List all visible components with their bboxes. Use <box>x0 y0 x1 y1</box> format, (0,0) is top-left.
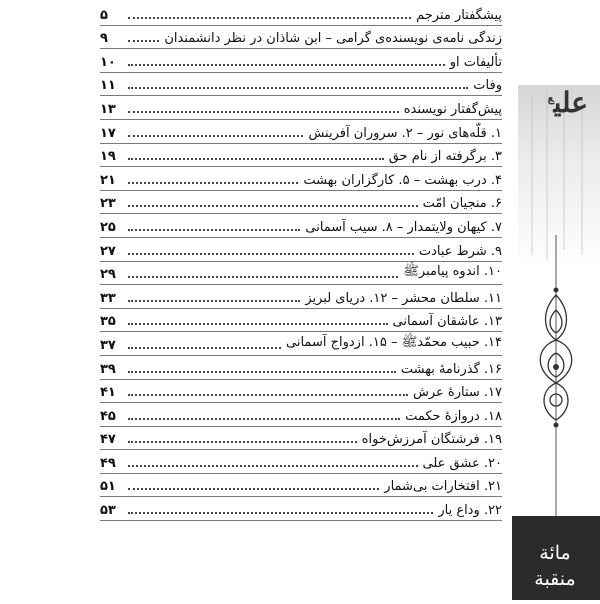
toc-entry-page: ۲۳ <box>100 196 116 212</box>
toc-entry[interactable] <box>100 144 502 168</box>
toc-entry-title: ۱۰. اندوه پیامبرﷺ <box>403 264 502 280</box>
toc-entry-title: ۲۰. عشق علی <box>422 455 502 471</box>
toc-entry[interactable] <box>100 309 502 333</box>
toc-entry-title: ۱۴. حبیب محمّدﷺ – ۱۵. ازدواج آسمانی <box>286 334 502 350</box>
toc-entry-page: ۹ <box>100 31 108 47</box>
toc-leader-dots <box>128 205 418 207</box>
toc-leader-dots <box>128 276 398 278</box>
toc-leader-dots <box>128 40 159 42</box>
toc-entry[interactable] <box>100 214 502 238</box>
toc-entry-page: ۲۷ <box>100 243 116 259</box>
toc-leader-dots <box>128 300 300 302</box>
toc-leader-dots <box>128 253 414 255</box>
toc-leader-dots <box>128 347 281 349</box>
toc-entry-title: ۹. شرط عبادت <box>418 243 502 259</box>
toc-entry-page: ۳۳ <box>100 290 116 306</box>
toc-entry-page: ۳۷ <box>100 337 116 353</box>
book-title-line1: مائة <box>539 542 571 564</box>
toc-leader-dots <box>128 323 388 325</box>
toc-entry-page: ۴۷ <box>100 432 116 448</box>
toc-entry-page: ۳۵ <box>100 314 116 330</box>
toc-entry[interactable] <box>100 450 502 474</box>
toc-entry[interactable] <box>100 73 502 97</box>
book-title-text <box>516 540 594 592</box>
toc-leader-dots <box>128 465 418 467</box>
toc-leader-dots <box>128 158 384 160</box>
toc-entry-page: ۱۱ <box>100 78 116 94</box>
toc-leader-dots <box>128 111 399 113</box>
toc-entry-title: ۴. درب بهشت – ۵. کارگزاران بهشت <box>303 172 502 188</box>
toc-entry-page: ۴۵ <box>100 408 116 424</box>
toc-entry-page: ۵۳ <box>100 503 116 519</box>
toc-entry[interactable] <box>100 356 502 380</box>
toc-entry-title: زندگی نامه‌ی نویسنده‌ی گرامی – ابن شاذان در نظر دانشمندان <box>164 31 502 47</box>
toc-entry[interactable] <box>100 2 502 26</box>
toc-entry[interactable] <box>100 497 502 521</box>
toc-entry[interactable] <box>100 191 502 215</box>
toc-entry-page: ۱۳ <box>100 101 116 117</box>
table-of-contents <box>100 2 502 521</box>
toc-entry-page: ۵ <box>100 7 108 23</box>
toc-entry[interactable] <box>100 49 502 73</box>
toc-leader-dots <box>128 488 379 490</box>
toc-entry-page: ۱۰ <box>100 54 116 70</box>
toc-leader-dots <box>128 394 408 396</box>
toc-entry-title: ۲۲. وداع یار <box>438 503 502 519</box>
toc-entry[interactable] <box>100 262 502 286</box>
toc-entry-page: ۴۱ <box>100 385 116 401</box>
toc-entry-page: ۲۵ <box>100 219 116 235</box>
toc-entry-title: تألیفات او <box>449 54 502 70</box>
toc-leader-dots <box>128 87 468 89</box>
toc-entry-title: ۱۸. دروازهٔ حکمت <box>405 408 502 424</box>
toc-entry-page: ۱۷ <box>100 125 116 141</box>
toc-entry[interactable] <box>100 285 502 309</box>
toc-leader-dots <box>128 64 445 66</box>
toc-leader-dots <box>128 512 433 514</box>
toc-entry-page: ۳۹ <box>100 361 116 377</box>
toc-entry-title: ۳. برگرفته از نام حق <box>388 149 502 165</box>
toc-entry-page: ۲۱ <box>100 172 116 188</box>
toc-entry-title: ۱۷. ستارهٔ عرش <box>412 385 502 401</box>
toc-entry-title: ۷. کیهان ولایتمدار – ۸. سیب آسمانی <box>305 219 502 235</box>
toc-entry-page: ۴۹ <box>100 455 116 471</box>
toc-entry[interactable] <box>100 167 502 191</box>
toc-entry[interactable] <box>100 120 502 144</box>
toc-entry[interactable] <box>100 26 502 50</box>
toc-entry-title: وفات <box>473 78 502 94</box>
toc-leader-dots <box>128 17 411 19</box>
toc-leader-dots <box>128 371 396 373</box>
toc-entry-page: ۱۹ <box>100 149 116 165</box>
toc-list <box>100 2 502 521</box>
toc-entry[interactable] <box>100 238 502 262</box>
book-title-badge <box>512 516 600 600</box>
toc-leader-dots <box>128 418 400 420</box>
toc-entry-title: ۱۳. عاشقان آسمانی <box>392 314 502 330</box>
toc-entry[interactable] <box>100 403 502 427</box>
toc-leader-dots <box>128 229 300 231</box>
toc-entry-title: ۱. قلّه‌های نور – ۲. سروران آفرینش <box>308 125 502 141</box>
toc-entry-page: ۲۹ <box>100 267 116 283</box>
toc-entry-title: پیش‌گفتار نویسنده <box>403 101 502 117</box>
side-title: علی$^ع$ <box>547 86 588 119</box>
toc-entry[interactable] <box>100 427 502 451</box>
toc-entry[interactable] <box>100 96 502 120</box>
toc-entry-title: ۶. منجیان امّت <box>422 196 502 212</box>
toc-entry-title: ۲۱. افتخارات بی‌شمار <box>384 479 502 495</box>
toc-leader-dots <box>128 441 357 443</box>
toc-entry-title: پیشگفتار مترجم <box>416 7 502 23</box>
book-title-line2: منقبة <box>534 568 576 590</box>
toc-entry[interactable] <box>100 380 502 404</box>
toc-entry[interactable] <box>100 474 502 498</box>
toc-leader-dots <box>128 182 298 184</box>
toc-entry-title: ۱۶. گذرنامهٔ بهشت <box>400 361 502 377</box>
toc-entry[interactable] <box>100 332 502 356</box>
toc-leader-dots <box>128 135 303 137</box>
toc-entry-title: ۱۱. سلطان محشر – ۱۲. دریای لبریز <box>305 290 502 306</box>
toc-entry-title: ۱۹. فرشتگان آمرزش‌خواه <box>361 432 502 448</box>
toc-entry-page: ۵۱ <box>100 479 116 495</box>
